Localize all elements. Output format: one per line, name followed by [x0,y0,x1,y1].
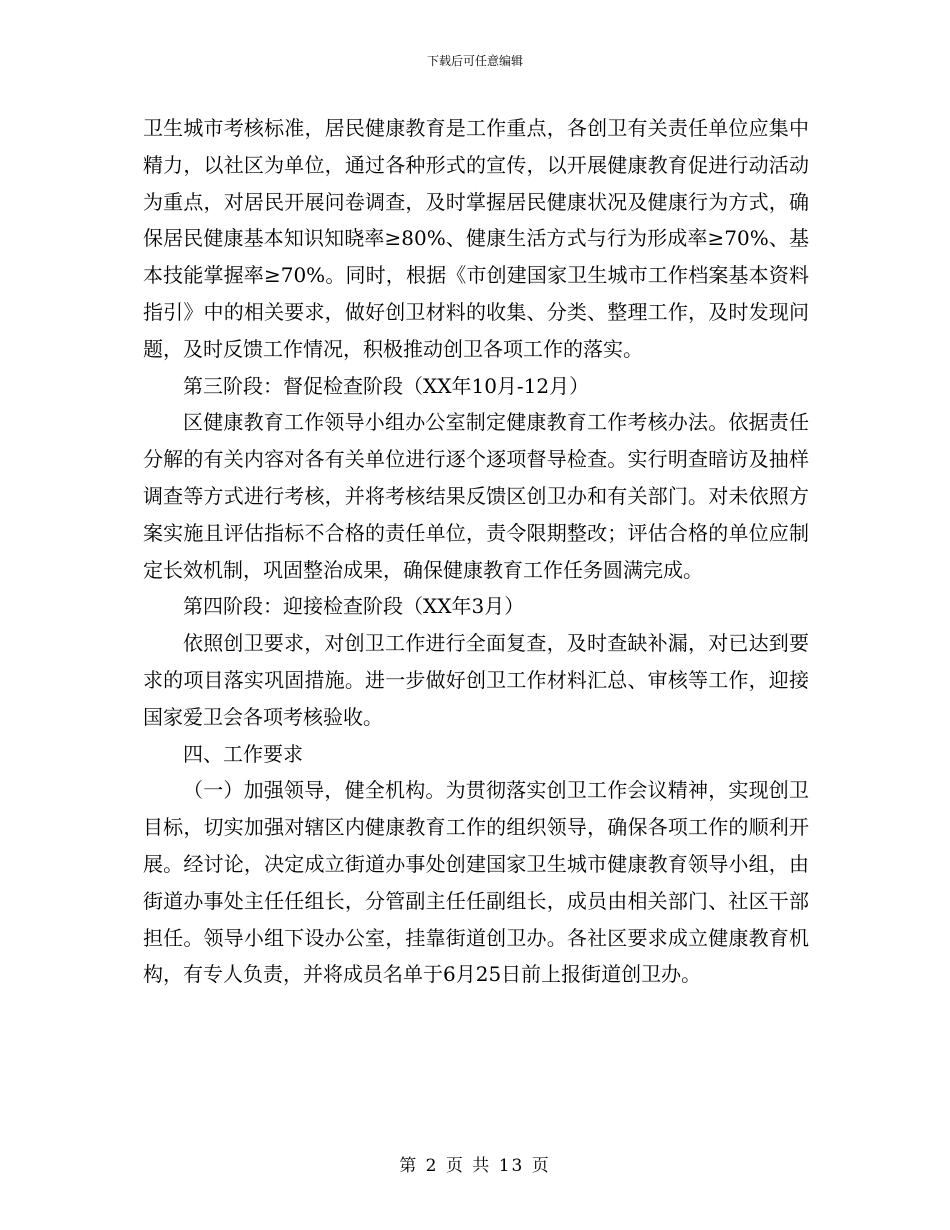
requirement-one-paragraph: （一）加强领导，健全机构。为贯彻落实创卫工作会议精神，实现创卫目标，切实加强对辖区内健康教育工作的组织领导，确保各项工作的顺利开展。经讨论，决定成立街道办事处创建国家卫生城市健康教育领导小组，由街道办事处主任任组长，分管副主任任副组长，成员由相关部门、社区干部担任。领导小组下设办公室，挂靠街道创卫办。各社区要求成立健康教育机构，有专人负责，并将成员名单于6月25日前上报街道创卫办。 [143,778,809,987]
paragraph-continuation: 卫生城市考核标准，居民健康教育是工作重点，各创卫有关责任单位应集中精力，以社区为单位，通过各种形式的宣传，以开展健康教育促进行动活动为重点，对居民开展问卷调查，及时掌握居民健康状况及健康行为方式，确保居民健康基本知识知晓率≥80%、健康生活方式与行为形成率≥70%、基本技能掌握率≥70%。同时，根据《市创建国家卫生城市工作档案基本资料指引》中的相关要求，做好创卫材料的收集、分类、整理工作，及时发现问题，及时反馈工作情况，积极推动创卫各项工作的落实。 [143,116,809,361]
page-number: 第 2 页 共 13 页 [399,1156,551,1176]
stage-four-paragraph: 依照创卫要求，对创卫工作进行全面复查，及时查缺补漏，对已达到要求的项目落实巩固措施。进一步做好创卫工作材料汇总、审核等工作，迎接国家爱卫会各项考核验收。 [143,631,809,729]
page-header: 下载后可任意编辑 [426,54,523,68]
stage-three-heading: 第三阶段：督促检查阶段（XX年10月-12月） [183,373,590,398]
section-heading-work-requirements: 四、工作要求 [183,741,303,766]
document-body [143,110,809,993]
stage-three-paragraph: 区健康教育工作领导小组办公室制定健康教育工作考核办法。依据责任分解的有关内容对各有关单位进行逐个逐项督导检查。实行明查暗访及抽样调查等方式进行考核，并将考核结果反馈区创卫办和有关部门。对未依照方案实施且评估指标不合格的责任单位，责令限期整改；评估合格的单位应制定长效机制，巩固整治成果，确保健康教育工作任务圆满完成。 [143,410,809,582]
stage-four-heading: 第四阶段：迎接检查阶段（XX年3月） [183,594,525,619]
